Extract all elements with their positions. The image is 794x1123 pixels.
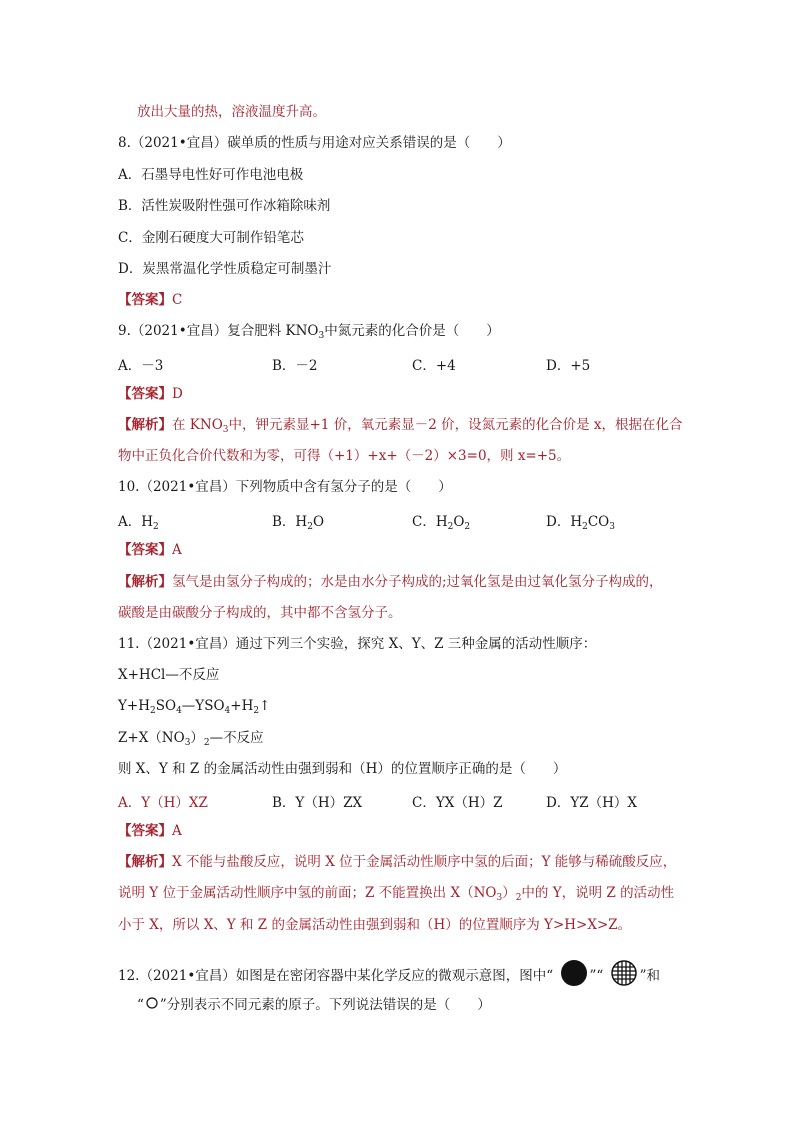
black-atom-icon bbox=[559, 959, 589, 994]
q8-option-b: B．活性炭吸附性强可作冰箱除味剂 bbox=[118, 198, 331, 214]
equation-text: Y+H bbox=[118, 698, 150, 714]
answer-tag: 【答案】 bbox=[118, 823, 172, 839]
q11-option-a bbox=[118, 791, 208, 811]
q12-stem-text: 12.（2021•宜昌）如图是在密闭容器中某化学反应的微观示意图，图中“ bbox=[118, 968, 554, 984]
q11-experiment-3 bbox=[118, 729, 264, 752]
gas-arrow-icon: ↑ bbox=[259, 698, 271, 714]
q10-analysis bbox=[118, 573, 663, 591]
q12-stem-text: ”“ bbox=[589, 968, 604, 984]
q11-option-c: C．YX（H）Z bbox=[412, 795, 503, 811]
analysis-text: 说明 Y 位于金属活动性顺序中氢的前面；Z 不能置换出 X（NO bbox=[118, 885, 497, 901]
option-text: A．Y（H）XZ bbox=[118, 795, 208, 811]
q9-stem bbox=[118, 322, 500, 345]
subscript: 2 bbox=[582, 522, 588, 532]
q12-stem-text: “ bbox=[137, 997, 144, 1013]
option-text: O bbox=[453, 514, 465, 530]
equation-text: SO bbox=[155, 698, 177, 714]
option-text: B．H bbox=[272, 514, 308, 530]
answer-tag: 【答案】 bbox=[118, 542, 172, 558]
q9-stem-text: 9.（2021•宜昌）复合肥料 KNO bbox=[118, 323, 319, 339]
q12-stem-line2 bbox=[137, 996, 491, 1015]
q9-stem-text: 中氮元素的化合价是（ ） bbox=[324, 323, 500, 339]
q9-analysis bbox=[118, 416, 682, 439]
q11-answer-value: A bbox=[172, 823, 182, 839]
q9-option-c: C．+4 bbox=[412, 358, 456, 374]
subscript: 3 bbox=[318, 331, 325, 341]
q9-option-b: B．－2 bbox=[272, 358, 318, 374]
analysis-tag: 【解析】 bbox=[118, 417, 172, 433]
q11-analysis-line2 bbox=[118, 884, 674, 907]
answer-tag: 【答案】 bbox=[118, 292, 172, 308]
analysis-text: 氢气是由氢分子构成的；水是由水分子构成的;过氧化氢是由过氧化氢分子构成的， bbox=[172, 574, 663, 590]
analysis-continuation: 放出大量的热，溶液温度升高。 bbox=[137, 104, 326, 120]
q11-stem: 11.（2021•宜昌）通过下列三个实验，探究 X、Y、Z 三种金属的活动性顺序： bbox=[118, 636, 597, 652]
analysis-text: 在 KNO bbox=[172, 417, 223, 433]
equation-text: ） bbox=[190, 730, 204, 746]
equation-text: —不反应 bbox=[209, 730, 264, 746]
answer-tag: 【答案】 bbox=[118, 386, 172, 402]
analysis-text: 中的 Y，说明 Z 的活动性 bbox=[521, 885, 675, 901]
grid-atom-icon bbox=[609, 959, 639, 994]
q8-stem: 8.（2021•宜昌）碳单质的性质与用途对应关系错误的是（ ） bbox=[118, 135, 511, 151]
subscript: 2 bbox=[464, 522, 471, 532]
subscript: 4 bbox=[176, 706, 182, 716]
q11-experiment-1: X+HCl—不反应 bbox=[118, 667, 220, 683]
q9-answer bbox=[118, 385, 183, 403]
q10-answer bbox=[118, 541, 182, 559]
q11-option-b: B．Y（H）ZX bbox=[272, 795, 363, 811]
subscript: 3 bbox=[496, 893, 503, 903]
q9-analysis-line2: 物中正负化合价代数和为零，可得（+1）+x+（－2）×3=0，则 x=+5。 bbox=[118, 448, 571, 464]
q12-stem bbox=[118, 959, 660, 994]
q10-option-c bbox=[412, 510, 470, 532]
white-atom-icon bbox=[145, 996, 159, 1015]
subscript: 2 bbox=[253, 706, 260, 716]
q10-option-a bbox=[118, 510, 159, 532]
option-text: C．H bbox=[412, 514, 448, 530]
q9-option-d: D．+5 bbox=[546, 358, 591, 374]
equation-text: +H bbox=[230, 698, 254, 714]
equation-text: —YSO bbox=[181, 698, 225, 714]
subscript: 2 bbox=[515, 893, 522, 903]
q11-question: 则 X、Y 和 Z 的金属活动性由强到弱和（H）的位置顺序正确的是（ ） bbox=[118, 761, 567, 777]
q9-answer-value: D bbox=[172, 386, 183, 402]
q8-answer-value: C bbox=[172, 292, 183, 308]
analysis-tag: 【解析】 bbox=[118, 854, 172, 870]
q10-answer-value: A bbox=[172, 542, 182, 558]
q10-option-b bbox=[272, 510, 324, 532]
analysis-text: X 不能与盐酸反应，说明 X 位于金属活动性顺序中氢的后面；Y 能够与稀硫酸反应， bbox=[172, 854, 677, 870]
subscript: 3 bbox=[222, 425, 229, 435]
subscript: 2 bbox=[203, 738, 210, 748]
option-text: A．H bbox=[118, 514, 154, 530]
q12-stem-text: ”和 bbox=[639, 968, 661, 984]
q8-option-c: C．金刚石硬度大可制作铅笔芯 bbox=[118, 230, 304, 246]
subscript: 2 bbox=[307, 522, 313, 532]
q8-option-d: D．炭黑常温化学性质稳定可制墨汁 bbox=[118, 261, 332, 277]
q8-answer bbox=[118, 291, 182, 309]
option-text: CO bbox=[587, 514, 610, 530]
q11-analysis-line3: 小于 X，所以 X、Y 和 Z 的金属活动性由强到弱和（H）的位置顺序为 Y>H>X>Z。 bbox=[118, 917, 632, 933]
analysis-text: ） bbox=[502, 885, 516, 901]
q10-stem: 10.（2021•宜昌）下列物质中含有氢分子的是（ ） bbox=[118, 479, 452, 495]
q12-stem-text: ”分别表示不同元素的原子。下列说法错误的是（ ） bbox=[159, 997, 491, 1013]
q10-analysis-line2: 碳酸是由碳酸分子构成的，其中都不含氢分子。 bbox=[118, 605, 402, 621]
q11-answer bbox=[118, 822, 182, 840]
subscript: 2 bbox=[150, 706, 156, 716]
analysis-text: 中，钾元素显+1 价，氧元素显－2 价，设氮元素的化合价是 x，根据在化合 bbox=[228, 417, 683, 433]
option-text: D．H bbox=[546, 514, 583, 530]
q9-option-a: A．－3 bbox=[118, 358, 164, 374]
subscript: 3 bbox=[184, 738, 191, 748]
subscript: 3 bbox=[609, 522, 615, 532]
subscript: 2 bbox=[153, 522, 159, 532]
q11-experiment-2 bbox=[118, 697, 270, 720]
q11-option-d: D．YZ（H）X bbox=[546, 795, 637, 811]
q8-option-a: A．石墨导电性好可作电池电极 bbox=[118, 167, 304, 183]
subscript: 2 bbox=[447, 522, 454, 532]
q11-analysis bbox=[118, 853, 676, 871]
analysis-tag: 【解析】 bbox=[118, 574, 172, 590]
q10-option-d bbox=[546, 510, 615, 532]
equation-text: Z+X（NO bbox=[118, 730, 185, 746]
option-text: O bbox=[312, 514, 325, 530]
subscript: 4 bbox=[224, 706, 231, 716]
